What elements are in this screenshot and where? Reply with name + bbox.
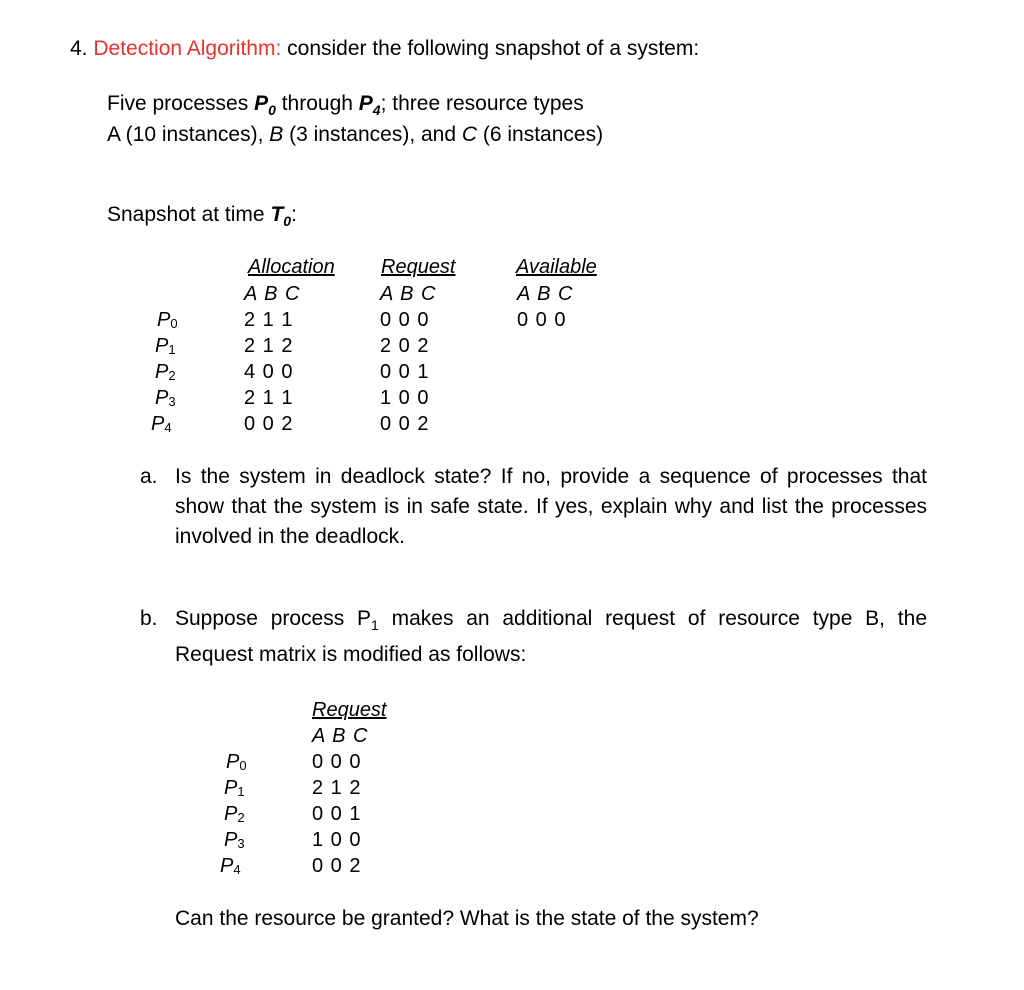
request-header-2: Request [312, 699, 387, 721]
description-line-2: A (10 instances), B (3 instances), and C (6 instances) [107, 123, 604, 146]
question-header [70, 38, 699, 59]
request-cell: 0 0 0 [380, 309, 430, 331]
available-subheader: A B C [517, 283, 574, 305]
available-cell: 0 0 0 [517, 309, 567, 331]
allocation-subheader: A B C [244, 283, 301, 305]
allocation-cell: 0 0 2 [244, 413, 294, 435]
process-label: $P_2$ [224, 803, 245, 825]
request-cell: 1 0 0 [380, 387, 430, 409]
process-label: $P_2$ [155, 361, 176, 383]
part-a-label: a. [140, 465, 158, 488]
available-header: Available [516, 256, 597, 278]
description-line-1: Five processes $P_0$ through $P_4$; three resource types [107, 92, 584, 119]
request-cell: 0 0 2 [380, 413, 430, 435]
request-header: Request [381, 256, 456, 278]
allocation-cell: 2 1 1 [244, 309, 294, 331]
request-cell-2: 2 1 2 [312, 777, 362, 799]
part-b-label: b. [140, 607, 158, 630]
process-label: $P_3$ [155, 387, 176, 409]
snapshot-label: Snapshot at time $T_0$: [107, 203, 297, 230]
allocation-header: Allocation [248, 256, 335, 278]
request-cell-2: 0 0 0 [312, 751, 362, 773]
process-label: $P_0$ [226, 751, 247, 773]
question-number: 4. [70, 37, 88, 60]
request-cell: 0 0 1 [380, 361, 430, 383]
process-label: $P_1$ [155, 335, 176, 357]
request-subheader: A B C [380, 283, 437, 305]
part-b-text: Suppose process $P_1$ makes an additional request of resource type B, the Request matrix is modified as follows: [175, 607, 927, 667]
process-label: $P_4$ [151, 413, 172, 435]
request-cell-2: 0 0 2 [312, 855, 362, 877]
request-subheader-2: A B C [312, 725, 369, 747]
process-label: $P_0$ [157, 309, 178, 331]
allocation-cell: 4 0 0 [244, 361, 294, 383]
request-cell-2: 1 0 0 [312, 829, 362, 851]
request-cell: 2 0 2 [380, 335, 430, 357]
allocation-cell: 2 1 1 [244, 387, 294, 409]
process-label: $P_3$ [224, 829, 245, 851]
process-label: $P_4$ [220, 855, 241, 877]
allocation-cell: 2 1 2 [244, 335, 294, 357]
process-label: $P_1$ [224, 777, 245, 799]
request-cell-2: 0 0 1 [312, 803, 362, 825]
final-question: Can the resource be granted? What is the state of the system? [175, 907, 759, 930]
question-title: Detection Algorithm: [93, 37, 282, 60]
part-a-text: Is the system in deadlock state? If no, provide a sequence of processes that show that the system is in safe state. If yes, explain why and list the processes involved in the deadlock. [175, 465, 927, 548]
question-intro: consider the following snapshot of a system: [287, 37, 700, 60]
